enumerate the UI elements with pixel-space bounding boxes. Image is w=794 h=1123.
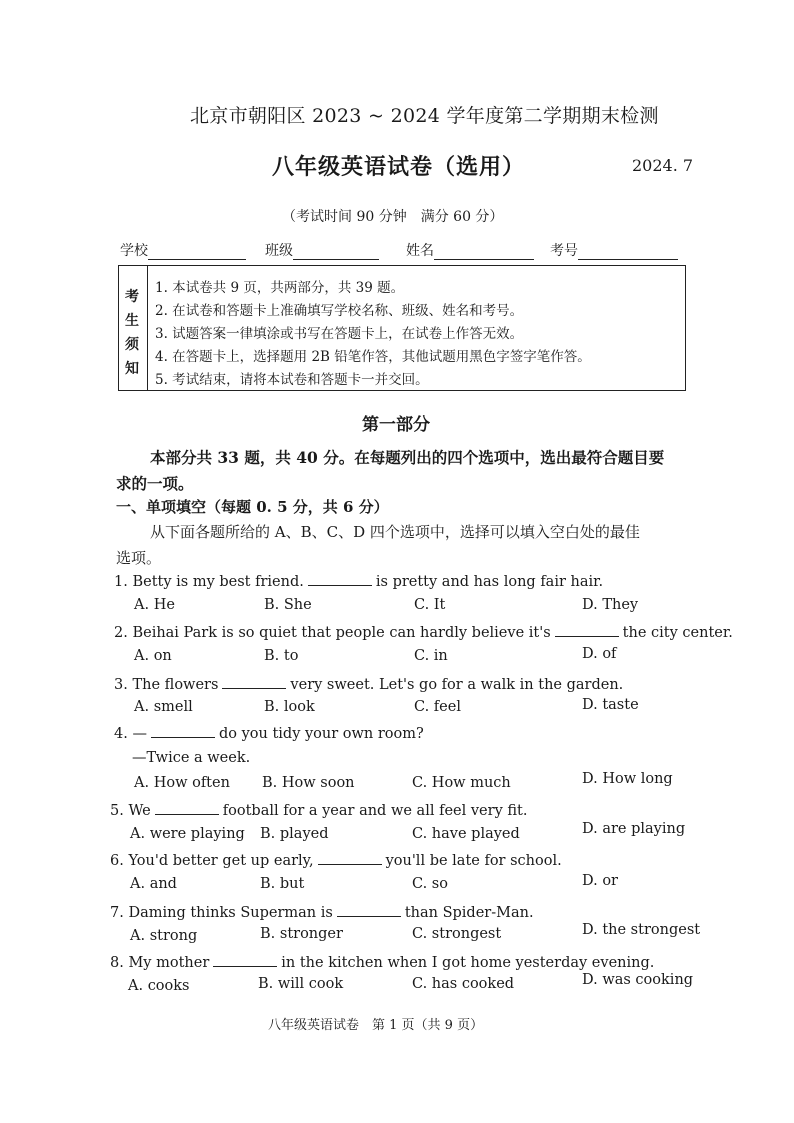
question-1 — [114, 571, 603, 590]
school-field — [120, 240, 246, 260]
question-text-before: My mother — [128, 955, 210, 971]
question-text-before: Betty is my best friend. — [132, 574, 304, 590]
answer-blank — [337, 902, 401, 917]
option-b: B. but — [260, 876, 305, 892]
school-label: 学校 — [120, 243, 148, 259]
section-instruction-line1: 从下面各题所给的 A、B、C、D 四个选项中，选择可以填入空白处的最佳 — [150, 523, 640, 541]
notice-rule: 1. 本试卷共 9 页，共两部分，共 39 题。 — [155, 280, 405, 296]
notice-rule: 5. 考试结束，请将本试卷和答题卡一并交回。 — [155, 372, 429, 388]
part-intro-line1: 本部分共 33 题，共 40 分。在每题列出的四个选项中，选出最符合题目要 — [150, 448, 665, 467]
question-2 — [114, 622, 733, 641]
exam-no-field — [550, 240, 678, 260]
option-b: B. stronger — [260, 926, 343, 942]
question-number: 7. — [110, 905, 124, 921]
question-text-after: the city center. — [622, 625, 733, 641]
option-b: B. How soon — [262, 775, 355, 791]
question-text-after: you'll be late for school. — [385, 853, 562, 869]
name-line — [434, 244, 534, 260]
exam-header-title: 北京市朝阳区 2023 ~ 2024 学年度第二学期期末检测 — [190, 105, 659, 127]
question-text-before: You'd better get up early, — [128, 853, 314, 869]
question-text-after: very sweet. Let's go for a walk in the garden. — [290, 677, 624, 693]
question-4 — [114, 723, 424, 742]
option-d: D. How long — [582, 771, 673, 787]
name-field — [406, 240, 534, 260]
question-number: 5. — [110, 803, 124, 819]
class-line — [293, 244, 379, 260]
option-c: C. in — [414, 648, 448, 664]
exam-no-line — [578, 244, 678, 260]
option-b: B. She — [264, 597, 312, 613]
notice-side-char: 生 — [125, 313, 139, 329]
question-text-after: do you tidy your own room? — [218, 726, 424, 742]
option-d: D. taste — [582, 697, 639, 713]
question-text-after: is pretty and has long fair hair. — [375, 574, 604, 590]
option-b: B. to — [264, 648, 299, 664]
question-3 — [114, 674, 623, 693]
question-6 — [110, 850, 562, 869]
part-intro-line2: 求的一项。 — [116, 474, 194, 493]
option-c: C. strongest — [412, 926, 502, 942]
exam-subject-title: 八年级英语试卷（选用） — [272, 154, 526, 180]
question-7 — [110, 902, 534, 921]
question-5 — [110, 800, 527, 819]
option-a: A. on — [134, 648, 172, 664]
option-c: C. It — [414, 597, 446, 613]
option-a: A. and — [130, 876, 177, 892]
name-label: 姓名 — [406, 243, 434, 259]
question-number: 4. — [114, 726, 128, 742]
question-number: 1. — [114, 574, 128, 590]
question-text-after: than Spider-Man. — [404, 905, 534, 921]
school-line — [148, 244, 246, 260]
part-title: 第一部分 — [362, 415, 430, 435]
answer-blank — [308, 571, 372, 586]
option-d: D. the strongest — [582, 922, 701, 938]
question-number: 8. — [110, 955, 124, 971]
exam-date: 2024. 7 — [632, 156, 694, 175]
option-c: C. How much — [412, 775, 511, 791]
option-d: D. was cooking — [582, 972, 694, 988]
answer-blank — [318, 850, 382, 865]
section-instruction-line2: 选项。 — [116, 549, 162, 567]
notice-side-char: 知 — [125, 361, 139, 377]
notice-rule: 4. 在答题卡上，选择题用 2B 铅笔作答，其他试题用黑色字签字笔作答。 — [155, 349, 591, 365]
option-d: D. are playing — [582, 821, 686, 837]
question-8 — [110, 952, 654, 971]
question-text-after: in the kitchen when I got home yesterday evening. — [281, 955, 655, 971]
answer-blank — [151, 723, 215, 738]
page-footer: 八年级英语试卷 第 1 页（共 9 页） — [268, 1018, 484, 1033]
option-b: B. will cook — [258, 976, 344, 992]
exam-notice-box — [118, 265, 686, 391]
exam-no-label: 考号 — [550, 243, 578, 259]
notice-rule: 2. 在试卷和答题卡上准确填写学校名称、班级、姓名和考号。 — [155, 303, 524, 319]
question-number: 6. — [110, 853, 124, 869]
answer-blank — [555, 622, 619, 637]
question-number: 2. — [114, 625, 128, 641]
question-text-before: The flowers — [132, 677, 219, 693]
notice-side-char: 考 — [125, 289, 139, 305]
answer-blank — [222, 674, 286, 689]
option-d: D. or — [582, 873, 618, 889]
option-a: A. He — [134, 597, 175, 613]
option-c: C. have played — [412, 826, 520, 842]
option-a: A. were playing — [130, 826, 245, 842]
answer-blank — [213, 952, 277, 967]
question-text-after: football for a year and we all feel very fit. — [222, 803, 528, 819]
option-a: A. strong — [130, 928, 198, 944]
option-d: D. They — [582, 597, 639, 613]
option-b: B. played — [260, 826, 329, 842]
option-a: A. How often — [134, 775, 230, 791]
question-text-before: We — [128, 803, 151, 819]
question-text-before: Daming thinks Superman is — [128, 905, 333, 921]
option-c: C. feel — [414, 699, 461, 715]
exam-time-info: （考试时间 90 分钟 满分 60 分） — [282, 209, 504, 225]
option-d: D. of — [582, 646, 617, 662]
option-c: C. so — [412, 876, 448, 892]
option-b: B. look — [264, 699, 315, 715]
section-title: 一、单项填空（每题 0. 5 分，共 6 分） — [116, 498, 389, 516]
question-text-before: — — [132, 726, 147, 742]
question-text-before: Beihai Park is so quiet that people can hardly believe it's — [132, 625, 551, 641]
student-info-fields — [120, 240, 690, 262]
option-a: A. smell — [134, 699, 193, 715]
answer-blank — [155, 800, 219, 815]
class-label: 班级 — [265, 243, 293, 259]
class-field — [265, 240, 379, 260]
option-a: A. cooks — [128, 978, 190, 994]
notice-side-char: 须 — [125, 337, 139, 353]
notice-rule: 3. 试题答案一律填涂或书写在答题卡上，在试卷上作答无效。 — [155, 326, 524, 342]
question-number: 3. — [114, 677, 128, 693]
question-4-reply: —Twice a week. — [132, 750, 251, 766]
notice-side-label — [119, 266, 148, 390]
option-c: C. has cooked — [412, 976, 515, 992]
